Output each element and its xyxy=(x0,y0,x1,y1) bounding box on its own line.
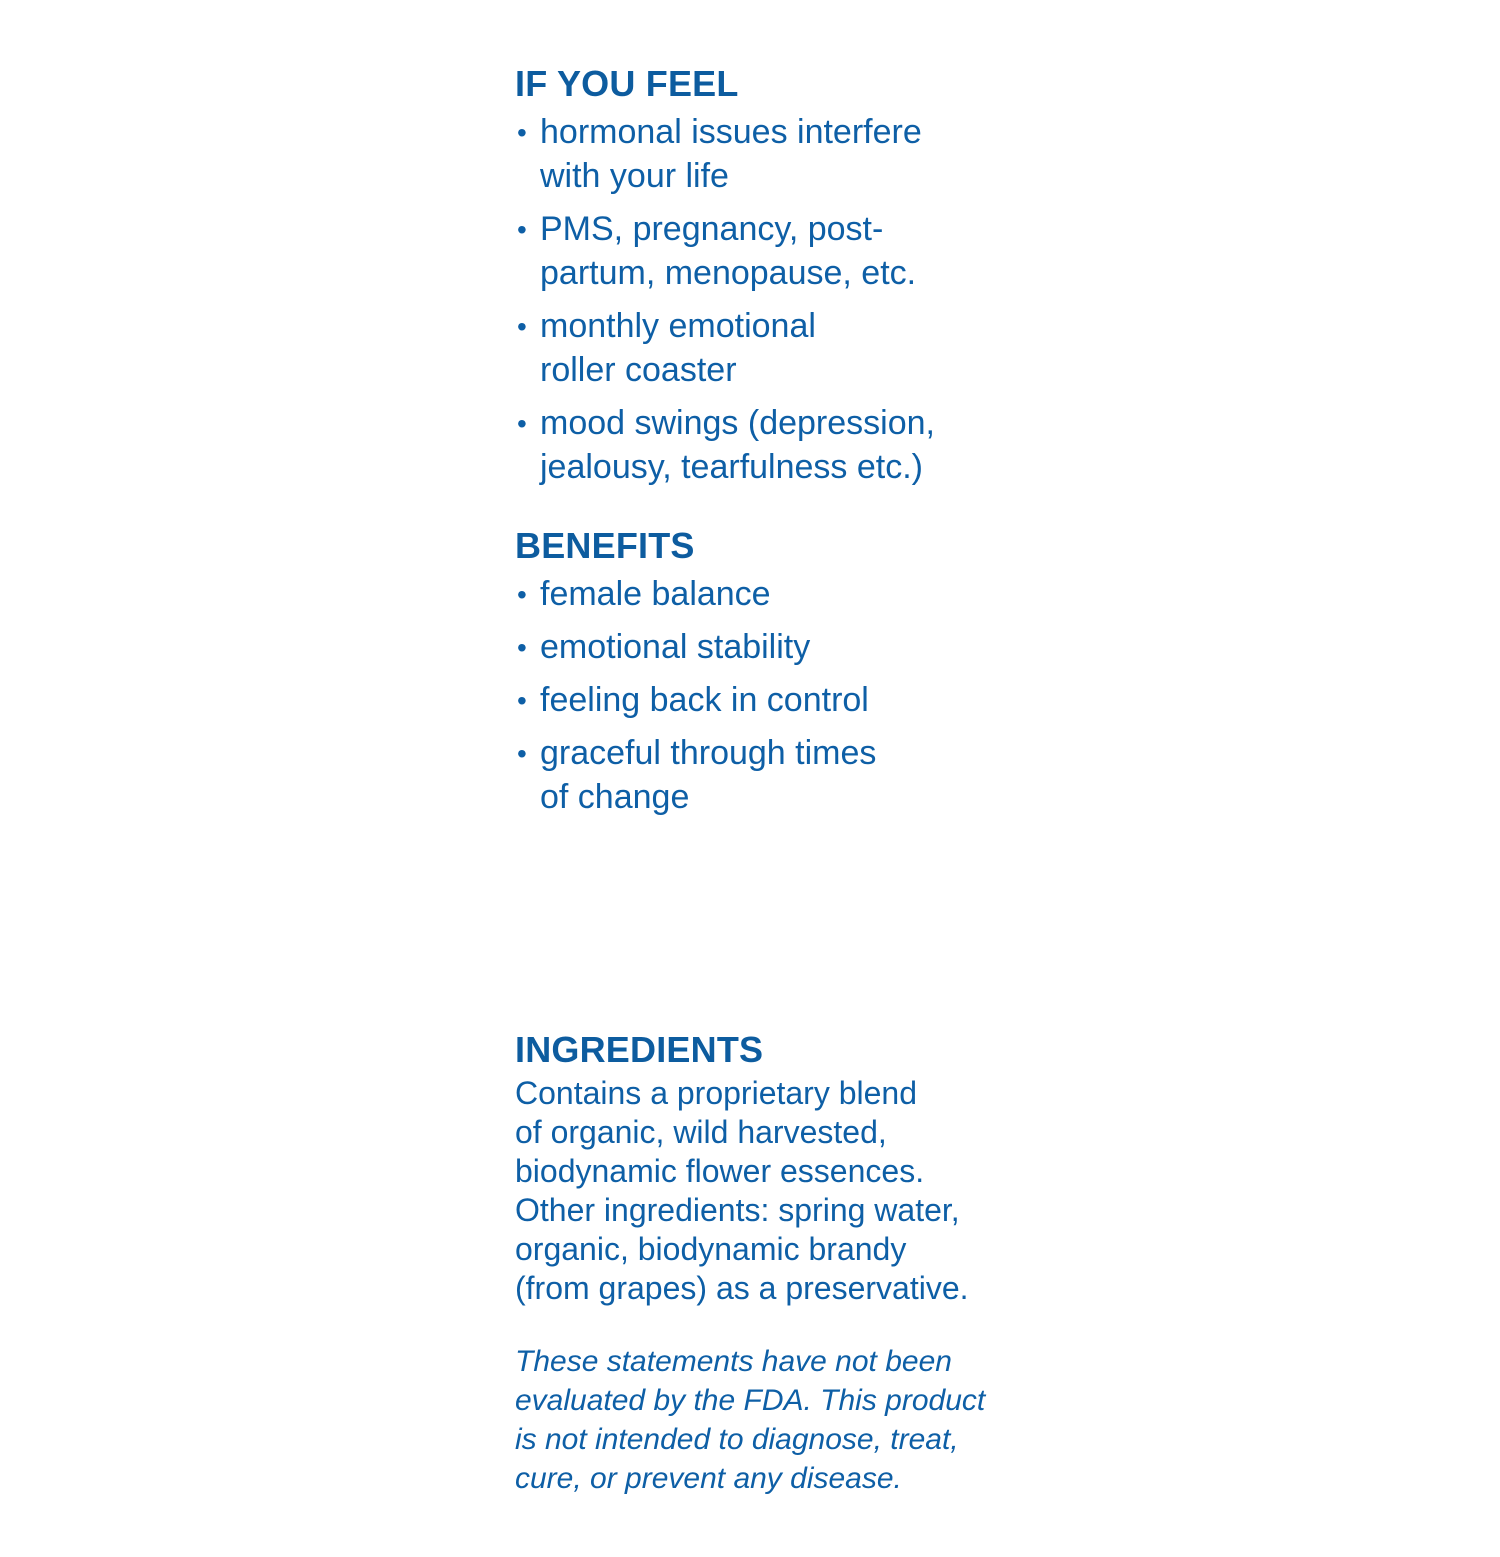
list-item-text: emotional stability xyxy=(540,628,811,666)
list-item-text: feeling back in control xyxy=(540,681,869,719)
list-item-text: with your life xyxy=(540,157,729,195)
list-item xyxy=(515,572,1075,616)
list-item xyxy=(515,207,1075,295)
list-item-text: partum, menopause, etc. xyxy=(540,254,917,292)
ingredients-line: biodynamic flower essences. xyxy=(515,1153,925,1189)
bullet-icon: • xyxy=(517,738,527,769)
list-item-text: female balance xyxy=(540,575,771,613)
benefits-list xyxy=(515,572,1075,819)
list-item xyxy=(515,625,1075,669)
bullet-icon: • xyxy=(517,311,527,342)
disclaimer-line: evaluated by the FDA. This product xyxy=(515,1384,986,1417)
ingredients-line: of organic, wild harvested, xyxy=(515,1114,887,1150)
ingredients-section xyxy=(515,1028,1075,1498)
if-you-feel-heading: IF YOU FEEL xyxy=(515,63,739,104)
ingredients-line: organic, biodynamic brandy xyxy=(515,1231,907,1267)
list-item xyxy=(515,678,1075,722)
bullet-icon: • xyxy=(517,408,527,439)
list-item xyxy=(515,731,1075,819)
disclaimer-line: These statements have not been xyxy=(515,1345,952,1378)
list-item-text: mood swings (depression, xyxy=(540,404,935,442)
disclaimer-line: cure, or prevent any disease. xyxy=(515,1462,902,1495)
ingredients-line: Other ingredients: spring water, xyxy=(515,1192,960,1228)
list-item xyxy=(515,401,1075,489)
list-item-text: PMS, pregnancy, post- xyxy=(540,210,884,248)
disclaimer-line: is not intended to diagnose, treat, xyxy=(515,1423,959,1456)
if-you-feel-section xyxy=(515,62,1075,489)
bullet-icon: • xyxy=(517,685,527,716)
ingredients-text xyxy=(515,1074,1075,1308)
bullet-icon: • xyxy=(517,214,527,245)
list-item xyxy=(515,304,1075,392)
ingredients-line: (from grapes) as a preservative. xyxy=(515,1270,969,1306)
if-you-feel-list xyxy=(515,110,1075,489)
bullet-icon: • xyxy=(517,632,527,663)
bullet-icon: • xyxy=(517,117,527,148)
list-item-text: jealousy, tearfulness etc.) xyxy=(540,448,923,486)
list-item-text: monthly emotional xyxy=(540,307,816,345)
benefits-heading: BENEFITS xyxy=(515,525,695,566)
list-item-text: hormonal issues interfere xyxy=(540,113,922,151)
list-item-text: roller coaster xyxy=(540,351,737,389)
benefits-section xyxy=(515,524,1075,819)
bullet-icon: • xyxy=(517,579,527,610)
list-item-text: graceful through times xyxy=(540,734,877,772)
list-item xyxy=(515,110,1075,198)
fda-disclaimer xyxy=(515,1342,1075,1498)
ingredients-line: Contains a proprietary blend xyxy=(515,1075,918,1111)
ingredients-heading: INGREDIENTS xyxy=(515,1029,764,1070)
list-item-text: of change xyxy=(540,778,690,816)
